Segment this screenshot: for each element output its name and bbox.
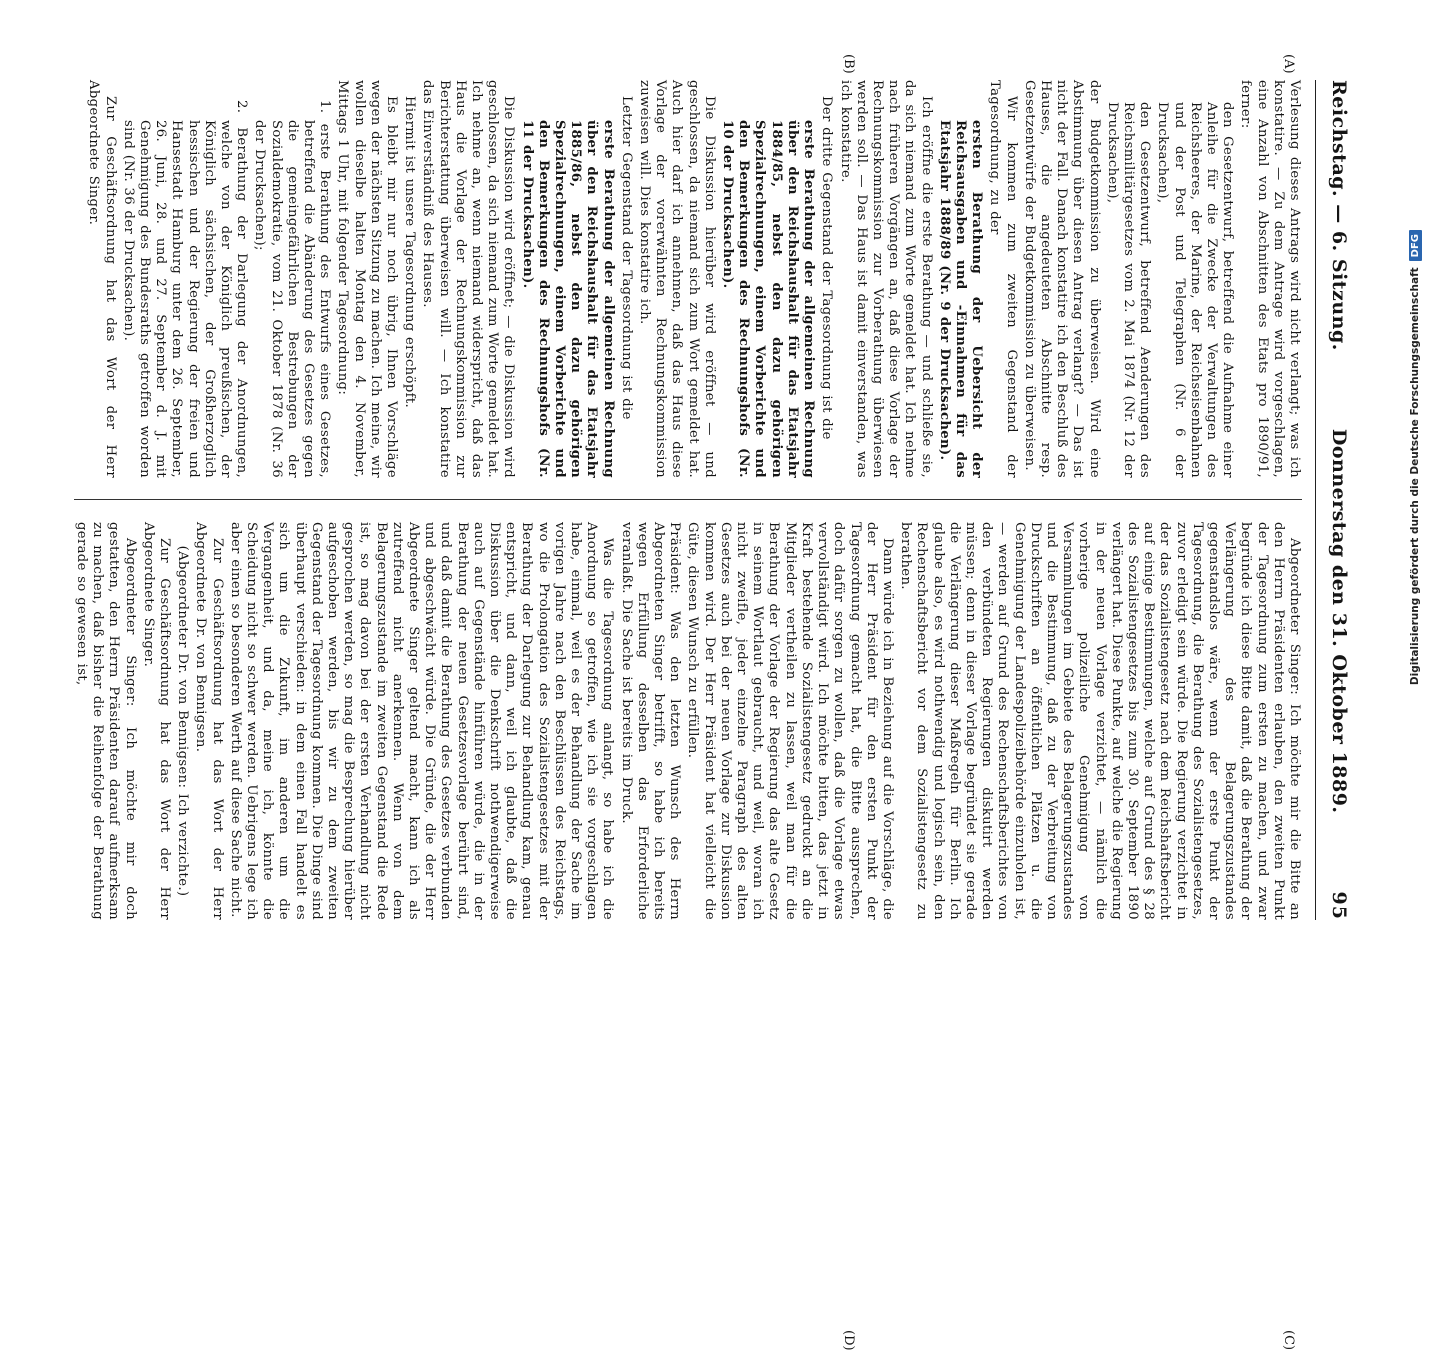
left-column-paragraph: Die Diskussion hierüber wird eröffnet — und geschlossen, da niemand sich zum Wort gemeldet hat. Auch hier darf ich annehmen, daß das Haus diese Vorlage der vorerwähnten Rechnungskommission zuweisen will. Dies konstatire ich. (637, 80, 717, 478)
right-column-paragraph: Zur Geschäftsordnung hat das Wort der Herr Abgeordnete Singer. (140, 522, 172, 920)
credit-text: Digitalisierung gefördert durch die Deutsche Forschungsgemeinschaft (1409, 267, 1421, 686)
left-column-paragraph: Es bleibt mir nur noch übrig, Ihnen Vorschläge wegen der nächsten Sitzung zu machen. Ich meine, wir wollen dieselbe halten Montag den 4. November, Mittags 1 Uhr, mit folgender Tagesordnung: (335, 80, 400, 478)
right-column-paragraph: Abgeordneter Singer: Ich möchte mir doch gestatten, den Herrn Präsidenten darauf aufmerksam zu machen, daß bisher die Reihenfolge der Berathung gerade so gewesen ist, (73, 522, 138, 920)
margin-mark-a: (A) (1281, 54, 1296, 74)
right-column-paragraph: Präsident: Was den letzten Wunsch des Herrn Abgeordneten Singer betrifft, so habe ich bereits wegen Erfüllung desselben das Erforderliche veranlaßt. Die Sache ist bereits im Druck. (618, 522, 683, 920)
left-column-paragraph: Zur Geschäftsordnung hat das Wort der Herr Abgeordnete Singer. (86, 80, 118, 478)
margin-mark-d: (D) (841, 1330, 856, 1351)
left-column-paragraph: Die Diskussion wird eröffnet; — die Diskussion wird geschlossen, da sich niemand zum Worte gemeldet hat. Ich nehme an, wenn niemand widerspricht, daß das Haus die Vorlage der Rechnungskommission zur Berichterstattung überweisen will. — Ich konstatire das Einverständniß des Hauses. (420, 80, 517, 478)
header-left: Reichstag. — 6. Sitzung. (1328, 80, 1350, 351)
right-column (74, 522, 1302, 920)
left-column-paragraph: der Budgetkommission zu überweisen. Wird eine Abstimmung über diesen Antrag verlangt? — Das ist nicht der Fall. Danach konstatire ich den Beschluß des Hauses, die angedeuteten Abschnitte resp. Gesetzentwürfe der Budgetkommission zu überweisen. (1021, 80, 1102, 478)
left-column-paragraph: den Gesetzentwurf, betreffend Aenderungen des Reichsmilitärgesetzes vom 2. Mai 1874 (Nr. 12 der Drucksachen), (1104, 102, 1153, 478)
left-column-paragraph: 2. Berathung der Darlegung der Anordnungen, welche von der Königlich preußischen, der Königlich sächsischen, der Großherzoglich hessischen und der Regierung der freien und Hansestadt Hamburg unter dem 26. September, 26. Juni, 28. und 27. September d. J. mit Genehmigung des Bundesraths getroffen worden sind (Nr. 36 der Drucksachen). (120, 100, 250, 478)
left-column-paragraph: Verlesung dieses Antrags wird nicht verlangt; was ich konstatire. — Zu dem Antrage wird vorgeschlagen, eine Anzahl von Abschnitten des Etats pro 1890/91, ferner: (1238, 80, 1302, 478)
document-page (56, 40, 1376, 1351)
left-column-paragraph: Der dritte Gegenstand der Tagesordnung ist die (819, 96, 835, 440)
column-divider (74, 499, 1302, 500)
digitization-credit (1404, 230, 1426, 990)
margin-mark-b: (B) (841, 54, 856, 74)
header-rule (1315, 80, 1316, 920)
left-column-paragraph: erste Berathung der allgemeinen Rechnung über den Reichshaushalt für das Etatsjahr 1884/85, nebst den dazu gehörigen Spezialrechnungen, einem Vorberichte und den Bemerkungen des Rechnungshofs (Nr. 10 der Drucksachen). (720, 120, 817, 478)
dfg-logo: DFG (1409, 230, 1422, 261)
left-column-paragraph: erste Berathung der allgemeinen Rechnung über den Reichshaushalt für das Etatsjahr 1885/86, nebst den dazu gehörigen Spezialrechnungen, einem Vorberichte und den Bemerkungen des Rechnungshofs (Nr. 11 der Drucksachen). (519, 120, 616, 478)
left-column-paragraph: 1. erste Berathung des Entwurfs eines Gesetzes, betreffend die Abänderung des Gesetzes gegen die gemeingefährlichen Bestrebungen der Sozialdemokratie, vom 21. Oktober 1878 (Nr. 36 der Drucksachen); (252, 100, 333, 478)
header-date: Donnerstag den 31. Oktober 1889. (1328, 428, 1350, 814)
margin-mark-c: (C) (1281, 1330, 1296, 1351)
page-number: 95 (1328, 891, 1350, 920)
left-column-paragraph: Wir kommen zum zweiten Gegenstand der Tagesordnung, zu der (987, 80, 1019, 478)
right-column-paragraph: (Abgeordneter Dr. von Bennigsen: Ich verzichte.) (175, 545, 191, 897)
left-column (74, 80, 1302, 478)
left-column-paragraph: Letzter Gegenstand der Tagesordnung ist die (618, 96, 634, 420)
right-column-paragraph: Was die Tagesordnung anlangt, so habe ich die Anordnung so getroffen, wie ich sie vorgeschlagen habe, einmal, weil es der Behandlung der Sache im vorigen Jahre nach den Beschlüssen des Reichstags, wo die Prolongation des Sozialistengesetzes mit der Berathung der Darlegung zur Behandlung kam, genau entspricht, und dann, weil ich glaubte, daß die Diskussion über die Denkschrift nothwendigerweise auch auf Gegenstände hinführen würde, die in der Berathung der neuen Gesetzesvorlage berührt sind, und daß damit die Berathung des Gesetzes verbunden und abgeschwächt würde. Die Gründe, die der Herr Abgeordnete Singer geltend macht, kann ich als zutreffend nicht anerkennen. Wenn von dem Belagerungszustande im zweiten Gegenstand die Rede ist, so mag davon bei der ersten Verhandlung nicht gesprochen werden, so mag die Besprechung hierüber aufgeschoben werden, bis wir zu dem zweiten Gegenstand der Tagesordnung kommen. Die Dinge sind überhaupt verschieden: in dem einen Fall handelt es sich um die Zukunft, im anderen um die Vergangenheit, und da, meine ich, könnte die Scheidung nicht so schwer werden. Uebrigens lege ich aber einen so besonderen Werth auf diese Sache nicht. (227, 522, 616, 920)
right-column-paragraph: Abgeordneter Singer: Ich möchte mir die Bitte an den Herrn Präsidenten erlauben, den zweiten Punkt der Tagesordnung zum ersten zu machen, und zwar begründe ich diese Bitte damit, daß die Berathung der Verlängerung des Belagerungszustandes gegenstandslos wäre, wenn der erste Punkt der Tagesordnung, die Berathung des Sozialistengesetzes, zuvor erledigt sein würde. Die Regierung verzichtet in der das Sozialistengesetz nach dem Reichshaftsbericht auf einige Bestimmungen, welche auf Grund des § 28 des Sozialistengesetzes bis zum 30. September 1890 verlängert hat. Diese Punkte, auf welche die Regierung in der neuen Vorlage verzichtet, — nämlich die vorherige polizeiliche Genehmigung von Versammlungen im Gebiete des Belagerungszustandes und die Bestimmung, daß zu der Verbreitung von Druckschriften an öffentlichen Plätzen u. die Genehmigung der Landespolizeibehörde einzuholen ist, — werden auf Grund des Rechenschaftsberichtes von den verbündeten Regierungen diskutirt werden müssen; denn in dieser Vorlage begründet sie gerade die Verlängerung dieser Maßregeln für Berlin. Ich glaube also, es wird nothwendig und logisch sein, den Rechenschaftsbericht vor dem Sozialistengesetz zu berathen. (898, 522, 1302, 921)
left-column-paragraph: Ich eröffne die erste Berathung — und schließe sie, da sich niemand zum Worte gemeldet hat. Ich nehme nach früheren Vorgängen an, daß diese Vorlage der Rechnungskommission zur Vorberathung überwiesen werden soll. — Das Haus ist damit einverstanden, was ich konstatire. (837, 80, 934, 478)
right-column-paragraph: Dann würde ich in Beziehung auf die Vorschläge, die der Herr Präsident für den ersten Punkt der Tagesordnung gemacht hat, die Bitte aussprechen, doch dafür sorgen zu wollen, daß die Vorlage etwas vervollständigt wird. Ich möchte bitten, das jetzt in Kraft bestehende Sozialistengesetz gedruckt an die Mitglieder vertheilen zu lassen, weil man für die Berathung der Vorlage der Regierung das alte Gesetz in seinem Wortlaut gebraucht, und weil, woran ich nicht zweifle, jeder einzelne Paragraph des alten Gesetzes auch bei der neuen Vorlage zur Diskussion kommen wird. Der Herr Präsident hat vielleicht die Güte, diesen Wunsch zu erfüllen. (685, 522, 895, 920)
left-column-paragraph: Hiermit ist unsere Tagesordnung erschöpft. (402, 96, 418, 409)
left-column-paragraph: ersten Berathung der Uebersicht der Reichsausgaben und -Einnahmen für das Etatsjahr 1888/89 (Nr. 9 der Drucksachen). (936, 120, 985, 478)
right-column-paragraph: Zur Geschäftsordnung hat das Wort der Herr Abgeordnete Dr. von Bennigsen. (193, 522, 225, 920)
left-column-paragraph: den Gesetzentwurf, betreffend die Aufnahme einer Anleihe für die Zwecke der Verwaltungen des Reichsheeres, der Marine, der Reichseisenbahnen und der Post und Telegraphen (Nr. 6 der Drucksachen), (1155, 102, 1236, 478)
running-head (1320, 80, 1350, 920)
